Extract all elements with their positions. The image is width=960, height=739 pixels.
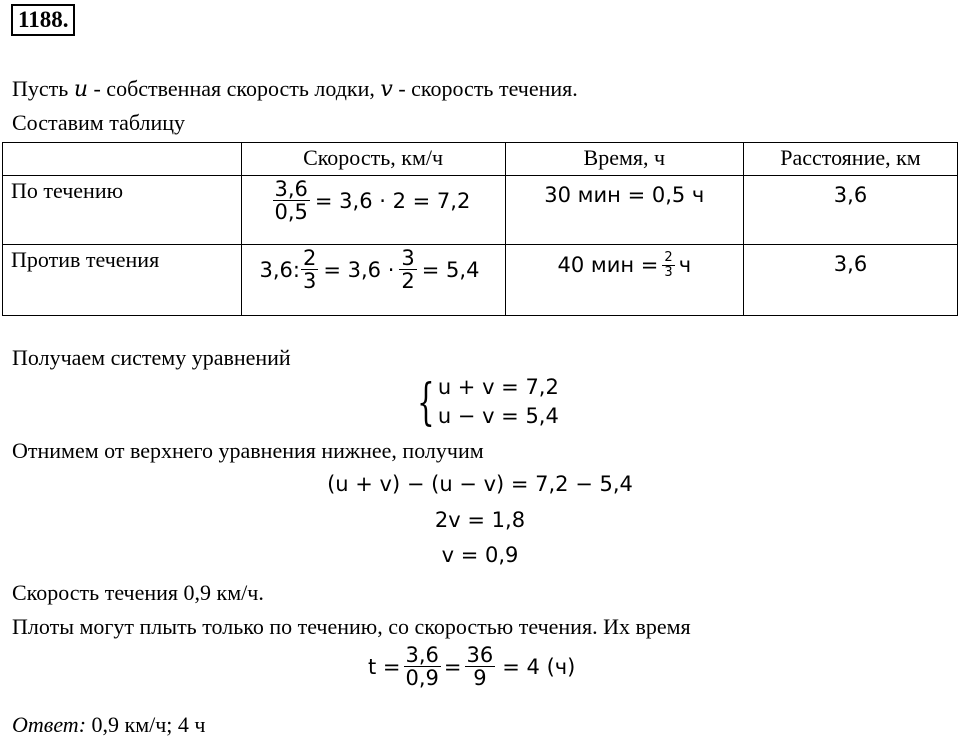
answer-value: 0,9 км/ч; 4 ч <box>86 712 206 737</box>
equation-system <box>410 373 559 431</box>
fraction <box>465 644 496 689</box>
header-distance: Расстояние, км <box>744 143 958 176</box>
derivation-line-2: 2v = 1,8 <box>434 508 526 532</box>
fraction-denominator: 2 <box>401 269 415 294</box>
var-u: u <box>73 77 88 102</box>
subtract-text: Отнимем от верхнего уравнения нижнее, получим <box>12 438 484 463</box>
cell-distance-upstream: 3,6 <box>744 245 958 316</box>
speed-lead: 3,6: <box>259 257 300 282</box>
speed-result: = 5,4 <box>421 257 480 282</box>
answer-line <box>12 712 205 738</box>
cell-time-downstream: 30 мин = 0,5 ч <box>505 176 743 245</box>
fraction <box>301 247 318 292</box>
data-table <box>2 142 958 316</box>
rafts-text: Плоты могут плыть только по течению, со скоростью течения. Их время <box>12 614 691 639</box>
header-cell-empty <box>3 143 242 176</box>
equation-1: u + v = 7,2 <box>437 375 559 399</box>
row-label-upstream: Против течения <box>3 245 242 316</box>
fraction-denominator: 0,5 <box>274 200 308 225</box>
system-intro-text: Получаем систему уравнений <box>12 345 291 370</box>
var-v: v <box>380 77 393 102</box>
fraction-denominator: 9 <box>473 666 487 691</box>
intro-text-1: Пусть <box>12 76 74 101</box>
fraction-numerator: 3,6 <box>274 177 308 201</box>
intro-text-2: - собственная скорость лодки, <box>87 76 381 101</box>
fraction-denominator: 3 <box>302 269 317 294</box>
make-table-text: Составим таблицу <box>12 110 186 135</box>
cell-distance-downstream: 3,6 <box>744 176 958 245</box>
fraction <box>662 251 674 279</box>
row-label-downstream: По течению <box>3 176 242 245</box>
formula-result: = 4 (ч) <box>502 654 576 679</box>
table-row <box>3 176 958 245</box>
formula-equals: = <box>443 654 462 679</box>
fraction-numerator: 3 <box>401 246 415 270</box>
time-formula <box>368 644 575 689</box>
speed-mid: = 3,6 · <box>323 257 395 282</box>
equation-2: u − v = 5,4 <box>437 404 559 428</box>
fraction-denominator: 3 <box>664 264 673 280</box>
fraction <box>404 644 441 689</box>
fraction-numerator: 2 <box>664 250 673 265</box>
cell-speed-downstream <box>241 176 505 245</box>
derivation-line-3: v = 0,9 <box>441 543 519 567</box>
table-header-row <box>3 143 958 176</box>
speed-expression: = 3,6 · 2 = 7,2 <box>314 188 471 213</box>
fraction-numerator: 36 <box>466 643 494 667</box>
fraction-numerator: 3,6 <box>405 643 439 667</box>
cell-time-upstream <box>505 245 743 316</box>
brace-icon: { <box>417 373 435 431</box>
current-speed-text: Скорость течения 0,9 км/ч. <box>12 580 264 605</box>
intro-line <box>12 76 578 103</box>
fraction-numerator: 2 <box>302 246 317 270</box>
intro-text-3: - скорость течения. <box>392 76 578 101</box>
header-speed: Скорость, км/ч <box>241 143 505 176</box>
time-lead: 40 мин = <box>557 253 659 278</box>
derivation-line-1: (u + v) − (u − v) = 7,2 − 5,4 <box>327 472 633 496</box>
header-time: Время, ч <box>505 143 743 176</box>
fraction <box>273 178 310 223</box>
problem-number: 1188. <box>11 4 75 36</box>
fraction-denominator: 0,9 <box>405 666 439 691</box>
answer-label: Ответ: <box>12 712 87 737</box>
time-unit: ч <box>678 253 692 278</box>
fraction <box>399 247 416 292</box>
formula-lead: t = <box>368 654 401 679</box>
cell-speed-upstream <box>241 245 505 316</box>
table-row <box>3 245 958 316</box>
